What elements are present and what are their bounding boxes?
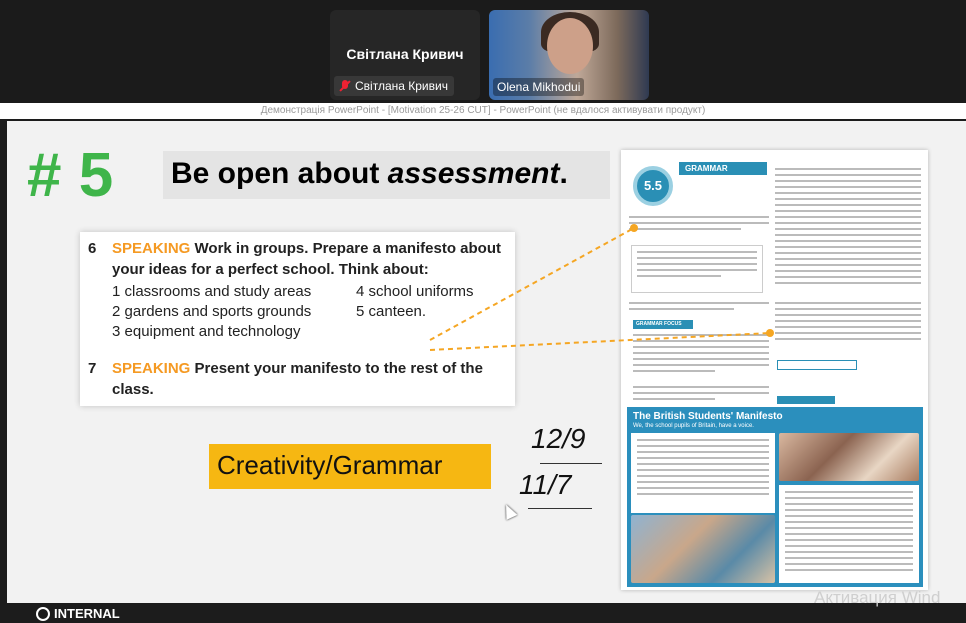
list-item: 3 equipment and technology <box>112 323 301 340</box>
windows-activation-watermark: Активация Wind <box>814 588 941 607</box>
dashed-arrow <box>430 228 634 340</box>
list-item: 2 gardens and sports grounds <box>112 303 312 320</box>
list-item: 5 canteen. <box>356 303 427 320</box>
unit-badge: 5.5 <box>633 166 673 206</box>
speaking-label: SPEAKING <box>112 360 191 377</box>
heading-plain: Be open about <box>171 157 388 190</box>
exercise-number: 7 <box>88 360 97 377</box>
participant-tag-label: Світлана Кривич <box>355 79 448 93</box>
logo-icon <box>36 607 50 621</box>
dashed-arrow <box>430 333 770 350</box>
arrow-head <box>630 224 638 232</box>
list-item: 1 classrooms and study areas <box>112 283 312 300</box>
handwritten-score: 12/9 <box>531 423 586 454</box>
grammar-tag: GRAMMAR <box>679 162 767 175</box>
powerpoint-title-bar: Демонстрація PowerPoint - [Motivation 25-26 CUT] - PowerPoint (не вдалося активувати продукт) <box>0 103 966 119</box>
speaking-label: SPEAKING <box>112 240 191 257</box>
exercise-text: Present your manifesto to the rest of the class. <box>112 360 483 398</box>
manifesto-title: The British Students' Manifesto <box>633 411 783 422</box>
creativity-grammar-label: Creativity/Grammar <box>209 444 491 489</box>
handwritten-score: 11/7 <box>519 469 572 500</box>
participant-name: Світлана Кривич <box>346 46 464 62</box>
exercise-number: 6 <box>88 240 97 257</box>
manifesto-subtitle: We, the school pupils of Britain, have a voice. <box>633 423 754 429</box>
grammar-focus-tag: GRAMMAR FOCUS <box>633 320 693 329</box>
exercise-text: Work in groups. Prepare a manifesto about your ideas for a perfect school. Think about: <box>112 240 501 278</box>
list-item: 4 school uniforms <box>356 283 474 300</box>
brand-label: INTERNAL <box>54 606 120 621</box>
slide-number: # 5 <box>27 141 114 210</box>
heading-end: . <box>559 157 568 190</box>
participant-video-tag: Olena Mikhodui <box>493 78 584 96</box>
internal-brand <box>36 606 120 621</box>
heading-italic: assessment <box>387 157 560 190</box>
arrow-head <box>766 329 774 337</box>
